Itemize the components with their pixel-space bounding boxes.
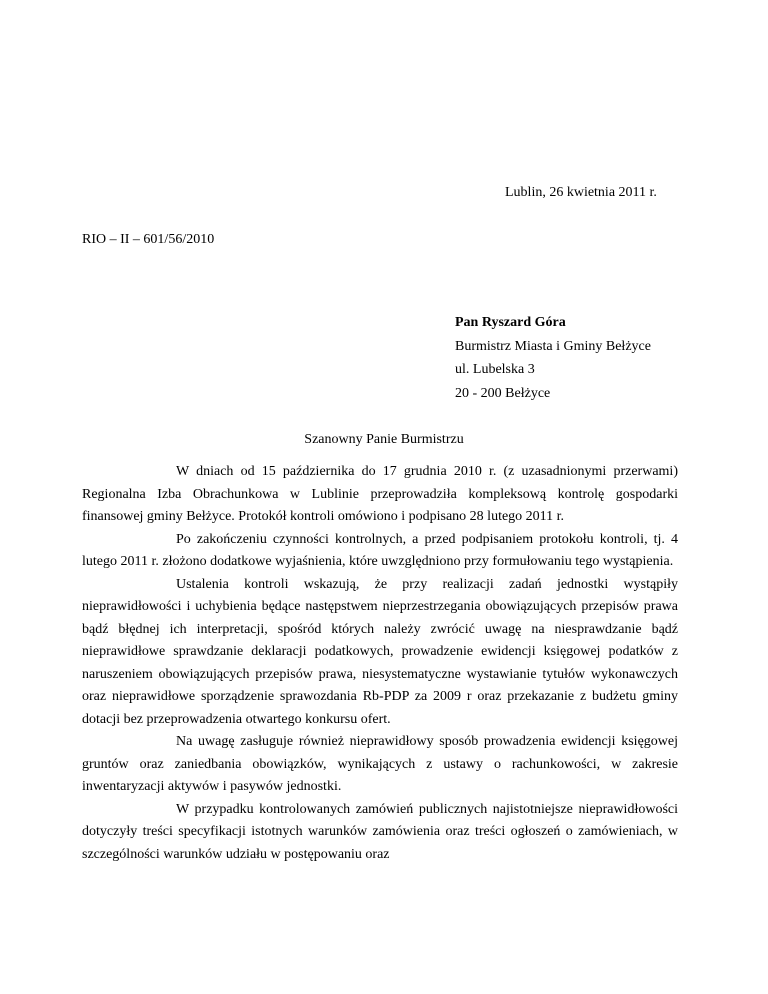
recipient-address xyxy=(455,311,651,405)
recipient-city: 20 - 200 Bełżyce xyxy=(455,385,551,401)
reference-number: RIO – II – 601/56/2010 xyxy=(82,232,215,247)
salutation: Szanowny Panie Burmistrzu xyxy=(304,432,464,447)
letter-body xyxy=(82,461,678,866)
paragraph: W przypadku kontrolowanych zamówień publicznych najistotniejsze nieprawidłowości dotyczyły treści specyfikacji istotnych warunków zamówienia oraz treści ogłoszeń o zamówieniach, w szczególności warunków udziału w postępowaniu oraz xyxy=(82,801,678,862)
recipient-title: Burmistrz Miasta i Gminy Bełżyce xyxy=(455,338,651,354)
paragraph: Po zakończeniu czynności kontrolnych, a przed podpisaniem protokołu kontroli, tj. 4 lutego 2011 r. złożono dodatkowe wyjaśnienia, które uwzględniono przy formułowaniu tego wystąpienia. xyxy=(82,531,678,569)
paragraph: W dniach od 15 października do 17 grudnia 2010 r. (z uzasadnionymi przerwami) Regionalna Izba Obrachunkowa w Lublinie przeprowadziła kompleksową kontrolę gospodarki finansowej gminy Bełżyce. Protokół kontroli omówiono i podpisano 28 lutego 2011 r. xyxy=(82,464,678,524)
recipient-street: ul. Lubelska 3 xyxy=(455,362,535,377)
recipient-name: Pan Ryszard Góra xyxy=(455,315,566,330)
paragraph: Ustalenia kontroli wskazują, że przy realizacji zadań jednostki wystąpiły nieprawidłowości i uchybienia będące następstwem nieprzestrzegania obowiązujących przepisów prawa bądź błędnej ich interpretacji, spośród których należy zwrócić uwagę na niesprawdzanie bądź nieprawidłowe sprawdzanie deklaracji podatkowych, prowadzenie ewidencji księgowej podatków z naruszeniem obowiązujących przepisów prawa, niesystematyczne wystawianie tytułów wykonawczych oraz nieprawidłowe sporządzenie sprawozdania Rb-PDP za 2009 r oraz przekazanie z budżetu gminy dotacji bez przeprowadzenia otwartego konkursu ofert. xyxy=(82,576,678,727)
paragraph: Na uwagę zasługuje również nieprawidłowy sposób prowadzenia ewidencji księgowej gruntów oraz zaniedbania obowiązków, wynikających z ustawy o rachunkowości, w zakresie inwentaryzacji aktywów i pasywów jednostki. xyxy=(82,734,678,794)
date-line: Lublin, 26 kwietnia 2011 r. xyxy=(505,185,657,200)
